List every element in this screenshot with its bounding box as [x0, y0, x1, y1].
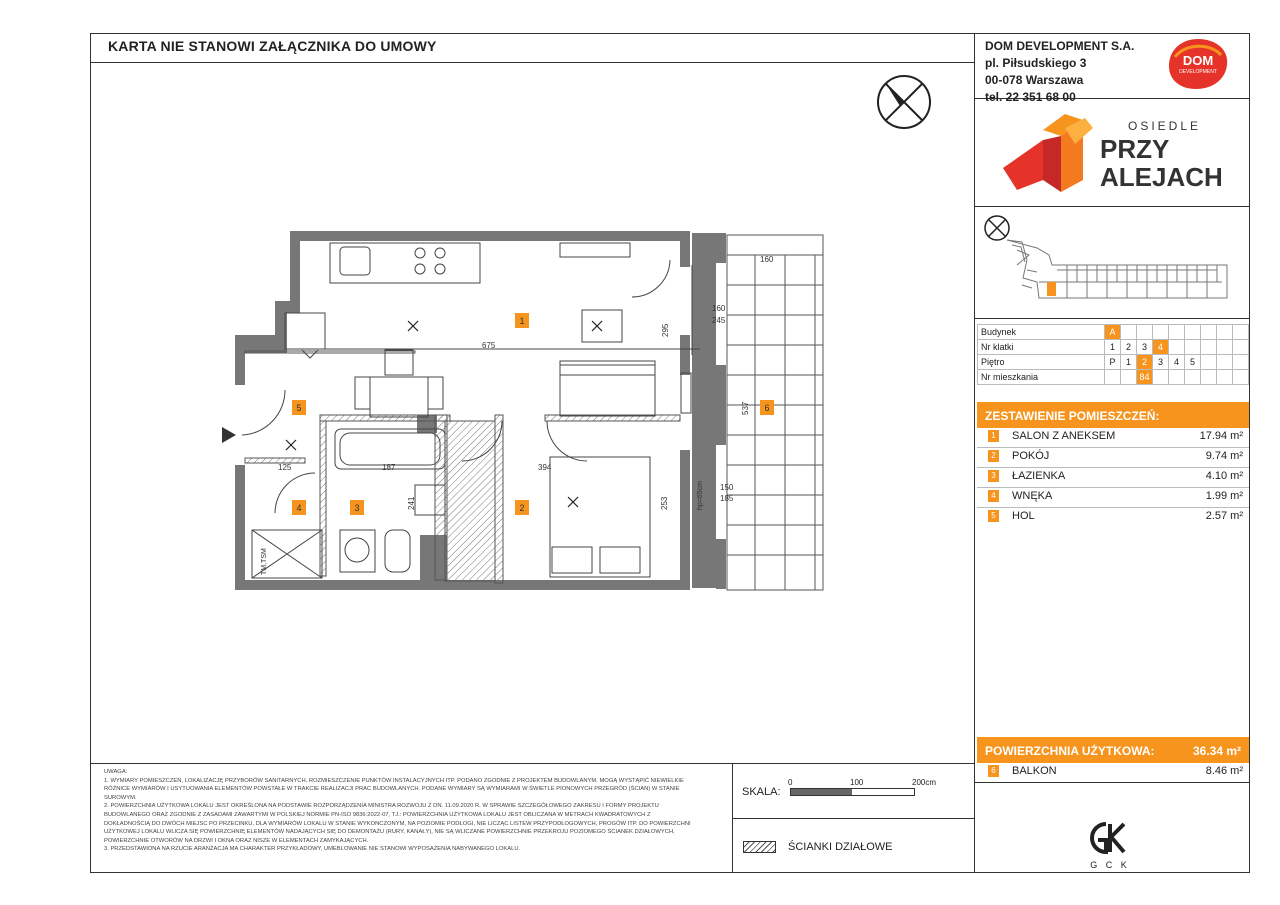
room-tag-3: 3	[354, 503, 360, 513]
scale-bar	[790, 788, 915, 796]
info-row	[978, 370, 1249, 385]
rooms-header	[977, 402, 1249, 428]
info-cell	[1201, 355, 1217, 370]
room-number: 5	[988, 510, 999, 522]
info-cell	[1233, 340, 1249, 355]
info-row-label: Piętro	[978, 355, 1105, 370]
info-cell	[1185, 370, 1201, 385]
tag-hp: hp=65cm	[697, 481, 704, 510]
info-cell	[1217, 325, 1233, 340]
total-area-label: POWIERZCHNIA UŻYTKOWA:	[985, 744, 1155, 758]
company-address-1: pl. Piłsudskiego 3	[985, 56, 1087, 70]
info-cell	[1217, 355, 1233, 370]
info-cell	[1169, 340, 1185, 355]
info-cell: 84	[1137, 370, 1153, 385]
room-area: 4.10 m²	[1205, 470, 1243, 482]
dim-187: 187	[382, 463, 396, 472]
building-key-plan	[977, 210, 1247, 310]
dim-160-a: 160	[712, 304, 726, 313]
info-cell: 1	[1105, 340, 1121, 355]
room-number: 2	[988, 450, 999, 462]
company-name: DOM DEVELOPMENT S.A.	[985, 39, 1135, 53]
info-cell	[1201, 370, 1217, 385]
room-name: POKÓJ	[1012, 450, 1050, 462]
info-row-label: Budynek	[978, 325, 1105, 340]
divider-keyplan	[974, 318, 1250, 319]
info-row	[978, 325, 1249, 340]
tag-tm-tsm: TM,TSM	[261, 548, 268, 575]
room-number: 1	[988, 430, 999, 442]
divider-gck	[974, 782, 1250, 783]
partition-wall-hatch-swatch	[743, 841, 776, 853]
info-cell	[1233, 325, 1249, 340]
dim-675: 675	[482, 341, 496, 350]
room-tag-6: 6	[764, 403, 770, 413]
north-compass-icon	[874, 72, 934, 132]
notes-block	[104, 768, 694, 854]
divider-bottom	[90, 763, 974, 764]
room-name: HOL	[1012, 510, 1035, 522]
room-area: 2.57 m²	[1205, 510, 1243, 522]
osiedle-przy-alejach-logo	[1003, 110, 1233, 200]
scale-label: SKALA:	[742, 786, 781, 798]
page-title: KARTA NIE STANOWI ZAŁĄCZNIKA DO UMOWY	[108, 38, 437, 54]
info-cell: 1	[1121, 355, 1137, 370]
info-cell: 3	[1137, 340, 1153, 355]
room-row-3	[977, 468, 1249, 488]
balcony-row	[977, 763, 1249, 782]
info-cell	[1153, 370, 1169, 385]
gck-text: G C K	[1090, 860, 1130, 870]
info-cell	[1217, 370, 1233, 385]
room-tag-5: 5	[296, 403, 302, 413]
info-cell: A	[1105, 325, 1121, 340]
info-cell	[1233, 355, 1249, 370]
room-area: 1.99 m²	[1205, 490, 1243, 502]
rooms-header-label: ZESTAWIENIE POMIESZCZEŃ:	[985, 409, 1160, 423]
dom-logo-subtext: DEVELOPMENT	[1179, 69, 1217, 75]
divider-scale	[732, 818, 974, 819]
scale-tick-100: 100	[850, 778, 864, 787]
dim-125: 125	[278, 463, 292, 472]
room-name: SALON Z ANEKSEM	[1012, 430, 1116, 442]
dim-160-b: 160	[760, 255, 774, 264]
location-info-table	[977, 324, 1249, 385]
dim-185: 185	[720, 494, 734, 503]
total-area-bar	[977, 737, 1249, 763]
info-cell	[1185, 340, 1201, 355]
note-item-1: 1. WYMIARY POMIESZCZEŃ, LOKALIZACJĘ PRZYBORÓW SANITARNYCH, ROZMIESZCZENIE PUNKTÓW INSTALACYJNYCH ITP. PODANO ZGODNIE Z PROJEKTEM BUDOWLANYM. MOGĄ WYSTĄPIĆ NIEWIELKIE RÓŻNICE WYMIARÓW I USYTUOWANIA ELEMENTÓW POWSTAŁE W TRAKCIE REALIZACJI PRAC BUDOWLANYCH. PODANE WYMIARY SĄ WYMIARAMI W ŚWIETLE PIONOWYCH PRZEGRÓD (ŚCIAN) W STANIE SUROWYM.	[104, 777, 684, 801]
legend-label: ŚCIANKI DZIAŁOWE	[788, 841, 893, 853]
note-item-2: 2. POWIERZCHNIA UŻYTKOWA LOKALU JEST OKREŚLONA NA PODSTAWIE ROZPORZĄDZENIA MINISTRA ROZWOJU Z DN. 11.09.2020 R. W SPRAWIE SZCZEGÓŁOWEGO ZAKRESU I FORMY PROJEKTU BUDOWLANEGO ORAZ ZGODNIE Z ZASADAMI ZAWARTYMI W POLSKIEJ NORMIE PN-ISO 9836:2022-07, TJ.: POWIERZCHNIA UŻYTKOWA LOKALU JEST OBLICZANA W METRACH KWADRATOWYCH Z DOKŁADNOŚCIĄ DO DWÓCH MIEJSC PO PRZECINKU, DLA WYMIARÓW LOKALU W STANIE WYKONCZONYM, NA POZIOMIE PODŁOGI, NIE LICZĄC LISTEW PRZYPODŁOGOWYCH, PROGÓW ITP. DO POWIERZCHNI UŻYTKOWEJ LOKALU WLICZA SIĘ POWIERZCHNIĘ ELEMENTÓW NADAJĄCYCH SIĘ DO DEMONTAŻU (RURY, KANAŁY), NIE SĄ WLICZANE POWIERZCHNIE PRZEKROJU POZIOMEGO ŚCIANEK DZIAŁOWYCH, POWIERZCHNIE OTWORÓW NA DRZWI I OKNA ORAZ NISZE W ELEMENTACH ZAMYKAJĄCYCH.	[104, 803, 691, 844]
room-name: WNĘKA	[1012, 490, 1053, 502]
company-phone: tel. 22 351 68 00	[985, 90, 1076, 104]
info-row	[978, 340, 1249, 355]
total-area-value: 36.34 m²	[1192, 744, 1241, 758]
dim-537: 537	[741, 401, 750, 415]
info-row	[978, 355, 1249, 370]
info-cell	[1153, 325, 1169, 340]
room-row-4	[977, 488, 1249, 508]
room-tag-2: 2	[519, 503, 525, 513]
info-cell	[1185, 325, 1201, 340]
room-number: 3	[988, 470, 999, 482]
company-block	[985, 38, 1134, 106]
room-name: ŁAZIENKA	[1012, 470, 1066, 482]
room-number: 4	[988, 490, 999, 502]
scale-tick-0: 0	[788, 778, 793, 787]
info-cell	[1105, 370, 1121, 385]
divider-vertical-right-panel	[974, 33, 975, 873]
dom-development-logo	[1165, 37, 1231, 91]
notes-title: UWAGA:	[104, 769, 128, 775]
info-cell: 3	[1153, 355, 1169, 370]
info-cell: 4	[1153, 340, 1169, 355]
gck-logo	[1080, 818, 1140, 873]
info-cell	[1201, 325, 1217, 340]
info-row-label: Nr mieszkania	[978, 370, 1105, 385]
info-cell	[1137, 325, 1153, 340]
dim-253: 253	[660, 496, 669, 510]
room-area: 17.94 m²	[1199, 430, 1243, 442]
floor-plan	[230, 225, 830, 595]
info-cell: 2	[1121, 340, 1137, 355]
info-cell	[1121, 325, 1137, 340]
room-area: 9.74 m²	[1205, 450, 1243, 462]
dim-150: 150	[720, 483, 734, 492]
balcony-area: 8.46 m²	[1205, 765, 1243, 777]
balcony-name: BALKON	[1012, 765, 1057, 777]
info-cell	[1233, 370, 1249, 385]
info-cell	[1169, 370, 1185, 385]
info-row-label: Nr klatki	[978, 340, 1105, 355]
scale-tick-200: 200cm	[912, 778, 937, 787]
divider-header	[90, 62, 974, 63]
brand-line-2: PRZY	[1100, 134, 1170, 164]
info-cell	[1169, 325, 1185, 340]
room-tag-1: 1	[519, 316, 525, 326]
info-cell	[1217, 340, 1233, 355]
keyplan-compass-icon	[985, 216, 1009, 240]
dim-394: 394	[538, 463, 552, 472]
info-cell: P	[1105, 355, 1121, 370]
dim-241: 241	[407, 496, 416, 510]
brand-line-1: OSIEDLE	[1128, 119, 1202, 133]
dom-logo-text: DOM	[1182, 53, 1214, 68]
info-cell: 5	[1185, 355, 1201, 370]
room-row-1	[977, 428, 1249, 448]
info-cell	[1201, 340, 1217, 355]
info-cell: 2	[1137, 355, 1153, 370]
balcony-number: 6	[988, 765, 999, 777]
info-cell	[1121, 370, 1137, 385]
rooms-list	[977, 428, 1249, 527]
room-row-2	[977, 448, 1249, 468]
room-row-5	[977, 508, 1249, 527]
brand-line-3: ALEJACH	[1100, 162, 1223, 192]
note-item-3: 3. PRZEDSTAWIONA NA RZUCIE ARANŻACJA MA CHARAKTER PRZYKŁADOWY, UMEBLOWANIE NIE STANOWI WYPOSAŻENIA NABYWANEGO LOKALU.	[104, 846, 521, 853]
dim-295: 295	[661, 323, 670, 337]
room-tag-4: 4	[296, 503, 302, 513]
company-address-2: 00-078 Warszawa	[985, 73, 1084, 87]
dim-245: 245	[712, 316, 726, 325]
divider-brand	[974, 206, 1250, 207]
info-cell: 4	[1169, 355, 1185, 370]
